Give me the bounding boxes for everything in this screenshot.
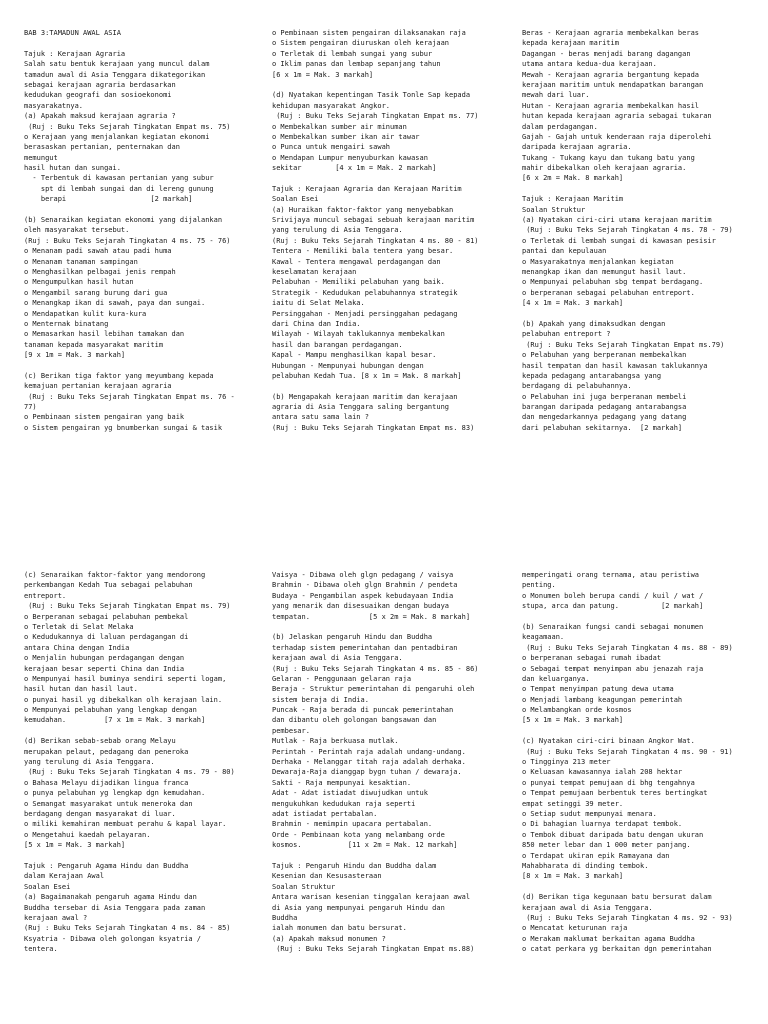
text-line: (Ruj : Buku Teks Sejarah Tingkatan Empat ms.79)	[522, 340, 725, 349]
text-line: Buddha	[272, 913, 298, 922]
text-line: o Terletak di lembah sungai yang subur	[272, 49, 433, 58]
text-line: (Ruj : Buku Teks Sejarah Tingkatan 4 ms. 80 - 81)	[272, 236, 479, 245]
text-line: antara satu sama lain ?	[272, 413, 369, 422]
text-line: barangan daripada pedagang antarabangsa	[522, 403, 687, 412]
text-line: (d) Nyatakan kepentingan Tasik Tonle Sap kepada	[272, 91, 471, 100]
text-line: yang terulung di Asia Tenggara.	[272, 226, 403, 235]
text-line: [5 x 1m = Mak. 3 markah]	[522, 716, 624, 725]
text-line: masyarakatnya.	[24, 101, 84, 110]
text-line: sekitar [4 x 1m = Mak. 2 markah]	[272, 164, 437, 173]
text-line: o Tingginya 213 meter	[522, 758, 611, 767]
text-line: utama antara kedua-dua kerajaan.	[522, 60, 657, 69]
text-line: o Pelabuhan ini juga berperanan membeli	[522, 392, 687, 401]
text-line: Antara warisan kesenian tinggalan kerajaan awal	[272, 893, 471, 902]
upper-column-3	[522, 28, 748, 508]
text-line: o Tempat menyimpan patung dewa utama	[522, 685, 674, 694]
text-line: hasil tempatan dan hasil kawasan taklukannya	[522, 361, 708, 370]
text-line: o Memasarkan hasil lebihan tamakan dan	[24, 330, 185, 339]
text-line: berdagang dengan masyarakat di luar.	[24, 809, 176, 818]
text-line: o Terdapat ukiran epik Ramayana dan	[522, 851, 670, 860]
text-line: o Mempunyai hasil buminya sendiri seperti logam,	[24, 674, 227, 683]
text-line: o punyai hasil yg dibekalkan olh kerajaan lain.	[24, 695, 223, 704]
text-line: o Mengetahui kaedah pelayaran.	[24, 830, 151, 839]
text-line: (Ruj : Buku Teks Sejarah Tingkatan 4 ms. 79 - 80)	[24, 768, 235, 777]
text-line: Kapal - Mampu menghasilkan kapal besar.	[272, 351, 437, 360]
text-line: Kesenian dan Kesusasteraan	[272, 872, 382, 881]
text-line: o Terletak di Selat Melaka	[24, 622, 134, 631]
text-line: antara China dengan India	[24, 643, 130, 652]
text-line: Kawal - Tentera mengawal perdagangan dan	[272, 257, 441, 266]
lower-column-3	[522, 570, 748, 1024]
text-line: o Mendapatkan kulit kura-kura	[24, 309, 147, 318]
blank-line	[522, 184, 748, 194]
text-line: Strategik - Kedudukan pelabuhannya strategik	[272, 288, 458, 297]
text-line: memperingati orang ternama, atau peristiwa	[522, 571, 700, 579]
text-line: (Ruj : Buku Teks Sejarah Tingkatan Empat ms. 76 -	[24, 392, 235, 401]
text-line: kosmos. [11 x 2m = Mak. 12 markah]	[272, 841, 458, 850]
text-line: Dagangan - beras menjadi barang dagangan	[522, 49, 691, 58]
text-line: (a) Nyatakan ciri-ciri utama kerajaan maritim	[522, 216, 712, 225]
text-line: Puncak - Raja berada di puncak pemerintahan	[272, 706, 454, 715]
text-line: (b) Apakah yang dimaksudkan dengan	[522, 319, 666, 328]
text-line: Pelabuhan - Memiliki pelabuhan yang baik.	[272, 278, 445, 287]
blank-line	[272, 80, 500, 90]
text-line: dari pelabuhan sekitarnya. [2 markah]	[522, 423, 683, 432]
text-line: o Tempat pemujaan berbentuk teres bertingkat	[522, 789, 708, 798]
text-line: o Semangat masyarakat untuk meneroka dan	[24, 799, 193, 808]
text-line: dan dibantu oleh golongan bangsawan dan	[272, 716, 437, 725]
text-line: o Pelabuhan yang berperanan membekalkan	[522, 351, 687, 360]
text-line: o Membekalkan sumber air minuman	[272, 122, 407, 131]
text-line: [4 x 1m = Mak. 3 markah]	[522, 299, 624, 308]
text-line: menangkap ikan dan memungut hasil laut.	[522, 267, 687, 276]
text-line: [8 x 1m = Mak. 3 markah]	[522, 872, 624, 881]
text-line: (a) Apakah maksud kerajaan agraria ?	[24, 112, 176, 121]
text-line: keselamatan kerajaan	[272, 267, 357, 276]
text-line: o catat perkara yg berkaitan dgn pemerintahan	[522, 945, 712, 954]
text-line: kerajaan besar seperti China dan India	[24, 664, 185, 673]
text-line: (Ruj : Buku Teks Sejarah Tingkatan Empat ms.88)	[272, 945, 475, 954]
text-line: adat istiadat pertabalan.	[272, 809, 378, 818]
text-line: Ksyatria - Dibawa oleh golongan ksyatria /	[24, 934, 202, 943]
text-line: o Menternak binatang	[24, 319, 109, 328]
blank-line	[272, 381, 500, 391]
blank-line	[24, 38, 250, 48]
text-line: berdagang di pelabuhannya.	[522, 382, 632, 391]
text-line: Hutan - Kerajaan agraria membekalkan hasil	[522, 101, 700, 110]
text-line: perkembangan Kedah Tua sebagai pelabuhan	[24, 581, 193, 590]
text-line: o Kedudukannya di laluan perdagangan di	[24, 633, 189, 642]
text-line: (d) Berikan sebab-sebab orang Melayu	[24, 737, 176, 746]
text-line: Srivijaya muncul sebagai sebuah kerajaan maritim	[272, 216, 475, 225]
text-line: o Monumen boleh berupa candi / kuil / wat /	[522, 591, 704, 600]
text-line: kemudahan. [7 x 1m = Mak. 3 markah]	[24, 716, 206, 725]
text-line: mahir dibekalkan oleh kerajaan agraria.	[522, 164, 687, 173]
text-line: merupakan pelaut, pedagang dan peneroka	[24, 747, 189, 756]
text-line: memungut	[24, 153, 58, 162]
text-line: Tajuk : Kerajaan Agraria dan Kerajaan Maritim	[272, 184, 462, 193]
text-line: Soalan Esei	[272, 195, 319, 204]
text-line: (b) Mengapakah kerajaan maritim dan kerajaan	[272, 392, 458, 401]
text-line: (b) Jelaskan pengaruh Hindu dan Buddha	[272, 633, 433, 642]
text-line: o Keluasan kawasannya ialah 208 hektar	[522, 768, 683, 777]
text-line: (Ruj : Buku Teks Sejarah Tingkatan 4 ms. 92 - 93)	[522, 913, 733, 922]
blank-line	[522, 882, 748, 892]
text-line: tempatan. [5 x 2m = Mak. 8 markah]	[272, 612, 471, 621]
text-line: o Menghasilkan pelbagai jenis rempah	[24, 267, 176, 276]
text-line: tamadun awal di Asia Tenggara dikategorikan	[24, 70, 206, 79]
text-line: Mutlak - Raja berkuasa mutlak.	[272, 737, 399, 746]
text-line: Soalan Struktur	[272, 882, 336, 891]
text-line: yang terulung di Asia Tenggara.	[24, 758, 155, 767]
text-line: Adat - Adat istiadat diwujudkan untuk	[272, 789, 428, 798]
text-line: o Berperanan sebagai pelabuhan pembekal	[24, 612, 189, 621]
text-line: (Ruj : Buku Teks Sejarah Tingkatan 4 ms. 85 - 86)	[272, 664, 479, 673]
text-line: o Mempunyai pelabuhan sbg tempat berdagang.	[522, 278, 704, 287]
text-line: kerajaan awal di Asia Tenggara.	[272, 654, 403, 663]
text-line: sistem beraja di India.	[272, 695, 369, 704]
text-line: kemajuan pertanian kerajaan agraria	[24, 382, 172, 391]
text-line: hutan kepada kerajaan agraria sebagai tukaran	[522, 112, 712, 121]
text-line: (d) Berikan tiga kegunaan batu bersurat dalam	[522, 893, 712, 902]
blank-line	[272, 622, 500, 632]
text-line: Derhaka - Melanggar titah raja adalah derhaka.	[272, 758, 466, 767]
lower-half	[0, 570, 768, 1024]
text-line: Gelaran - Penggunaan gelaran raja	[272, 674, 412, 683]
text-line: o Pembinaan sistem pengairan yang baik	[24, 413, 185, 422]
text-line: Salah satu bentuk kerajaan yang muncul dalam	[24, 60, 210, 69]
text-line: o Mendapan Lumpur menyuburkan kawasan	[272, 153, 428, 162]
text-line: o Mencatat keturunan raja	[522, 924, 628, 933]
text-line: hasil dan barangan perdagangan.	[272, 340, 403, 349]
text-line: kehidupan masyarakat Angkor.	[272, 101, 391, 110]
text-line: Orde - Pembinaan kota yang melambang orde	[272, 830, 445, 839]
text-line: kerajaan awal ?	[24, 913, 88, 922]
text-line: o punya pelabuhan yg lengkap dgn kemudahan.	[24, 789, 206, 798]
text-line: o berperanan sebagai rumah ibadat	[522, 654, 662, 663]
text-line: o Menanam tanaman sampingan	[24, 257, 138, 266]
text-line: di Asia yang mempunyai pengaruh Hindu dan	[272, 903, 445, 912]
text-line: Hubungan - Mempunyai hubungan dengan	[272, 361, 424, 370]
lower-column-1	[24, 570, 250, 1024]
text-line: o Menangkap ikan di sawah, paya dan sungai.	[24, 299, 206, 308]
text-line: terhadap sistem pemerintahan dan pentadbiran	[272, 643, 458, 652]
text-line: Soalan Struktur	[522, 205, 586, 214]
text-line: Tajuk : Kerajaan Maritim	[522, 195, 624, 204]
text-line: iaitu di Selat Melaka.	[272, 299, 365, 308]
text-line: o Sebagai tempat menyimpan abu jenazah raja	[522, 664, 704, 673]
text-line: o Melambangkan orde kosmos	[522, 706, 632, 715]
text-line: o Mengumpulkan hasil hutan	[24, 278, 134, 287]
text-line: Buddha tersebar di Asia Tenggara pada zaman	[24, 903, 206, 912]
text-line: dari China dan India.	[272, 319, 361, 328]
text-line: o Merakam maklumat berkaitan agama Buddha	[522, 934, 695, 943]
text-line: kerajaan awal di Asia Tenggara.	[522, 903, 653, 912]
text-line: o Setiap sudut mempunyai menara.	[522, 809, 657, 818]
text-line: (Ruj : Buku Teks Sejarah Tingkatan 4 ms. 88 - 89)	[522, 643, 733, 652]
text-line: Persinggahan - Menjadi persinggahan pedagang	[272, 309, 458, 318]
upper-column-1	[24, 28, 250, 508]
text-line: kedudukan geografi dan sosioekonomi	[24, 91, 172, 100]
text-line: Brahmin - Dibawa oleh glgn Brahmin / pendeta	[272, 581, 458, 590]
text-line: ialah monumen dan batu bersurat.	[272, 924, 407, 933]
text-line: (a) Huraikan faktor-faktor yang menyebabkan	[272, 205, 454, 214]
text-line: pembesar.	[272, 726, 310, 735]
text-line: agraria di Asia Tenggara saling bergantung	[272, 403, 450, 412]
blank-line	[522, 726, 748, 736]
text-line: - Terbentuk di kawasan pertanian yang subur	[24, 174, 214, 183]
text-line: Tajuk : Pengaruh Hindu dan Buddha dalam	[272, 861, 437, 870]
text-line: tentera.	[24, 945, 58, 954]
text-line: o Punca untuk mengairi sawah	[272, 143, 391, 152]
text-line: o Terletak di lembah sungai di kawasan pesisir	[522, 236, 716, 245]
text-line: pantai dan kepulauan	[522, 247, 607, 256]
text-line: o Iklim panas dan lembap sepanjang tahun	[272, 60, 441, 69]
text-line: o Menanam padi sawah atau padi huma	[24, 247, 172, 256]
text-line: BAB 3:TAMADUN AWAL ASIA	[24, 29, 121, 37]
upper-half	[0, 28, 768, 508]
text-line: Beraja - Struktur pemerintahan di pengaruhi oleh	[272, 685, 475, 694]
text-line: pelabuhan Kedah Tua. [8 x 1m = Mak. 8 markah]	[272, 371, 462, 380]
text-line: (Ruj : Buku Teks Sejarah Tingkatan 4 ms. 78 - 79)	[522, 226, 733, 235]
text-line: (b) Senaraikan kegiatan ekonomi yang dijalankan	[24, 216, 223, 225]
blank-line	[522, 612, 748, 622]
text-line: berasaskan pertanian, penternakan dan	[24, 143, 180, 152]
text-line: keagamaan.	[522, 633, 565, 642]
text-line: (Ruj : Buku Teks Sejarah Tingkatan 4 ms. 90 - 91)	[522, 747, 733, 756]
text-line: Tentera - Memiliki bala tentera yang besar.	[272, 247, 454, 256]
upper-column-2	[272, 28, 500, 508]
lower-column-2	[272, 570, 500, 1024]
text-line: Dewaraja-Raja dianggap bygn tuhan / dewaraja.	[272, 768, 462, 777]
text-line: o Menjalin hubungan perdagangan dengan	[24, 654, 185, 663]
text-line: o Membekalkan sumber ikan air tawar	[272, 132, 420, 141]
text-line: o Di bahagian luarnya terdapat tembok.	[522, 820, 683, 829]
text-line: o Kerajaan yang menjalankan kegiatan ekonomi	[24, 132, 210, 141]
text-line: tanaman kepada masyarakat maritim	[24, 340, 164, 349]
text-line: Mewah - Kerajaan agraria bergantung kepada	[522, 70, 700, 79]
blank-line	[24, 726, 250, 736]
text-line: sebagai kerajaan agraria berdasarkan	[24, 80, 176, 89]
text-line: o Tembok dibuat daripada batu dengan ukuran	[522, 830, 704, 839]
text-line: (c) Nyatakan ciri-ciri binaan Angkor Wat.	[522, 737, 695, 746]
text-line: o Bahasa Melayu dijadikan lingua franca	[24, 778, 189, 787]
text-line: Gajah - Gajah untuk kenderaan raja diperolehi	[522, 132, 712, 141]
blank-line	[24, 361, 250, 371]
text-line: hasil hutan dan hasil laut.	[24, 685, 138, 694]
text-line: yang menarik dan disesuaikan dengan budaya	[272, 602, 450, 611]
text-line: (Ruj : Buku Teks Sejarah Tingkatan 4 ms. 84 - 85)	[24, 924, 231, 933]
text-line: (c) Berikan tiga faktor yang meyumbang kepada	[24, 371, 214, 380]
text-line: dalam perdagangan.	[522, 122, 598, 131]
text-line: berapi [2 markah]	[24, 195, 193, 204]
text-line: (Ruj : Buku Teks Sejarah Tingkatan Empat ms. 77)	[272, 112, 479, 121]
text-line: (Ruj : Buku Teks Sejarah Tingkatan 4 ms. 75 - 76)	[24, 236, 231, 245]
text-line: o punyai tempat pemujaan di bhg tengahnya	[522, 778, 695, 787]
text-line: Perintah - Perintah raja adalah undang-undang.	[272, 747, 466, 756]
text-line: dan mengedarkannya pedagang yang datang	[522, 413, 687, 422]
text-line: o Masyarakatnya menjalankan kegiatan	[522, 257, 674, 266]
text-line: 850 meter lebar dan 1 000 meter panjang.	[522, 841, 691, 850]
text-line: (c) Senaraikan faktor-faktor yang mendorong	[24, 571, 206, 579]
text-line: [9 x 1m = Mak. 3 markah]	[24, 351, 126, 360]
text-line: kepada kerajaan maritim	[522, 39, 619, 48]
text-line: Mahabharata di dinding tembok.	[522, 861, 649, 870]
text-line: Beras - Kerajaan agraria membekalkan beras	[522, 29, 700, 37]
text-line: spt di lembah sungai dan di lereng gunung	[24, 184, 214, 193]
text-line: [6 x 1m = Mak. 3 markah]	[272, 70, 374, 79]
text-line: empat setinggi 39 meter.	[522, 799, 624, 808]
text-line: (a) Bagaimanakah pengaruh agama Hindu dan	[24, 893, 197, 902]
text-line: Budaya - Pengambilan aspek kebudayaan India	[272, 591, 454, 600]
text-line: o berperanan sebagai pelabuhan entreport.	[522, 288, 695, 297]
text-line: Vaisya - Dibawa oleh glgn pedagang / vaisya	[272, 571, 454, 579]
blank-line	[24, 851, 250, 861]
text-line: kerajaan maritim untuk mendapatkan barangan	[522, 80, 704, 89]
blank-line	[272, 173, 500, 183]
text-line: daripada kerajaan agraria.	[522, 143, 632, 152]
text-line: [6 x 2m = Mak. 8 markah]	[522, 174, 624, 183]
text-line: dalam Kerajaan Awal	[24, 872, 105, 881]
text-line: 77)	[24, 403, 37, 412]
text-line: mewah dari luar.	[522, 91, 590, 100]
text-line: Brahmin - memimpin upacara pertabalan.	[272, 820, 433, 829]
text-line: oleh masyarakat tersebut.	[24, 226, 130, 235]
text-line: [5 x 1m = Mak. 3 markah]	[24, 841, 126, 850]
blank-line	[24, 205, 250, 215]
text-line: Tajuk : Kerajaan Agraria	[24, 49, 126, 58]
text-line: Tukang - Tukang kayu dan tukang batu yang	[522, 153, 695, 162]
text-line: (b) Senaraikan fungsi candi sebagai monumen	[522, 622, 704, 631]
blank-line	[272, 851, 500, 861]
text-line: (Ruj : Buku Teks Sejarah Tingkatan Empat ms. 75)	[24, 122, 231, 131]
text-line: Tajuk : Pengaruh Agama Hindu dan Buddha	[24, 861, 189, 870]
text-line: Wilayah - Wilayah taklukannya membekalkan	[272, 330, 445, 339]
text-line: o Sistem pengairan diuruskan oleh kerajaan	[272, 39, 450, 48]
text-line: (a) Apakah maksud monumen ?	[272, 934, 386, 943]
text-line: o Pembinaan sistem pengairan dilaksanakan raja	[272, 29, 466, 37]
text-line: Sakti - Raja mempunyai kesaktian.	[272, 778, 412, 787]
text-line: o Menjadi lambang keagungan pemerintah	[522, 695, 683, 704]
text-line: o Mempunyai pelabuhan yang lengkap dengan	[24, 706, 197, 715]
text-line: entreport.	[24, 591, 67, 600]
text-line: kepada pedagang antarabangsa yang	[522, 371, 662, 380]
text-line: penting.	[522, 581, 556, 590]
text-line: Soalan Esei	[24, 882, 71, 891]
text-line: hasil hutan dan sungai.	[24, 164, 121, 173]
text-line: (Ruj : Buku Teks Sejarah Tingkatan Empat ms. 83)	[272, 423, 475, 432]
text-line: o Mengambil sarang burung dari gua	[24, 288, 168, 297]
text-line: mengukuhkan kedudukan raja seperti	[272, 799, 416, 808]
text-line: (Ruj : Buku Teks Sejarah Tingkatan Empat ms. 79)	[24, 602, 231, 611]
blank-line	[522, 309, 748, 319]
text-line: o Sistem pengairan yg bnumberkan sungai & tasik	[24, 423, 223, 432]
text-line: stupa, arca dan patung. [2 markah]	[522, 602, 704, 611]
text-line: pelabuhan entreport ?	[522, 330, 611, 339]
text-line: dan keluarganya.	[522, 674, 590, 683]
text-line: o miliki kemahiran membuat perahu & kapal layar.	[24, 820, 227, 829]
